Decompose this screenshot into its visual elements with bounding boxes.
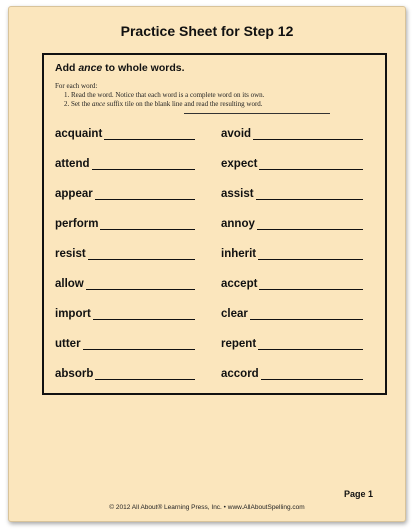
base-word: accord (221, 368, 259, 380)
word-item (55, 217, 195, 230)
word-row (55, 247, 375, 277)
base-word: resist (55, 248, 86, 260)
word-item (55, 187, 195, 200)
instr-2-post: suffix tile on the blank line and read the resulting word. (105, 100, 263, 108)
word-item (55, 277, 195, 290)
base-word: import (55, 308, 91, 320)
word-row (55, 307, 375, 337)
base-word: utter (55, 338, 81, 350)
instruction-1: 1. Read the word. Notice that each word is a complete word on its own. (71, 91, 264, 100)
instructions-list (55, 91, 264, 109)
base-word: absorb (55, 368, 94, 380)
blank-line (88, 247, 195, 260)
base-word: annoy (221, 218, 255, 230)
base-word: allow (55, 278, 84, 290)
word-row (55, 277, 375, 307)
base-word: avoid (221, 128, 252, 140)
instr-2-suffix: ance (92, 100, 106, 108)
instruction-2 (71, 100, 264, 109)
base-word: acquaint (55, 128, 103, 140)
base-word: repent (221, 338, 257, 350)
word-row (55, 367, 375, 397)
heading-suffix: ance (78, 62, 103, 74)
blank-line (95, 367, 195, 380)
page-number: Page 1 (343, 489, 373, 499)
divider-line (184, 113, 330, 114)
page-title: Practice Sheet for Step 12 (120, 23, 294, 39)
blank-line (259, 277, 363, 290)
blank-line (250, 307, 363, 320)
exercise-box (42, 53, 387, 395)
word-item (221, 277, 363, 290)
word-row (55, 127, 375, 157)
word-item (221, 367, 363, 380)
blank-line (258, 247, 363, 260)
base-word: assist (221, 188, 254, 200)
blank-line (86, 277, 195, 290)
word-row (55, 157, 375, 187)
base-word: attend (55, 158, 90, 170)
base-word: clear (221, 308, 248, 320)
word-item (221, 127, 363, 140)
word-item (221, 307, 363, 320)
base-word: appear (55, 188, 93, 200)
word-row (55, 187, 375, 217)
base-word: inherit (221, 248, 257, 260)
word-item (55, 127, 195, 140)
practice-sheet (8, 6, 406, 522)
base-word: expect (221, 158, 258, 170)
word-item (221, 157, 363, 170)
instructions-intro: For each word: (55, 82, 98, 90)
word-grid (55, 127, 375, 397)
blank-line (104, 127, 195, 140)
word-item (221, 337, 363, 350)
base-word: accept (221, 278, 258, 290)
blank-line (95, 187, 195, 200)
blank-line (261, 367, 363, 380)
word-row (55, 337, 375, 367)
blank-line (92, 157, 196, 170)
footer-copyright: © 2012 All About® Learning Press, Inc. • www.AllAboutSpelling.com (109, 504, 305, 511)
word-row (55, 217, 375, 247)
blank-line (257, 217, 363, 230)
word-item (55, 367, 195, 380)
blank-line (258, 337, 363, 350)
base-word: perform (55, 218, 99, 230)
instructions (55, 82, 264, 109)
word-item (55, 337, 195, 350)
heading-post: to whole words. (102, 62, 185, 74)
blank-line (83, 337, 195, 350)
word-item (221, 187, 363, 200)
exercise-heading (55, 62, 185, 74)
blank-line (259, 157, 363, 170)
word-item (55, 247, 195, 260)
word-item (55, 307, 195, 320)
instr-2-pre: Set the (71, 100, 92, 108)
heading-pre: Add (55, 62, 79, 74)
word-item (55, 157, 195, 170)
word-item (221, 247, 363, 260)
blank-line (100, 217, 195, 230)
blank-line (93, 307, 195, 320)
blank-line (253, 127, 363, 140)
word-item (221, 217, 363, 230)
blank-line (256, 187, 363, 200)
